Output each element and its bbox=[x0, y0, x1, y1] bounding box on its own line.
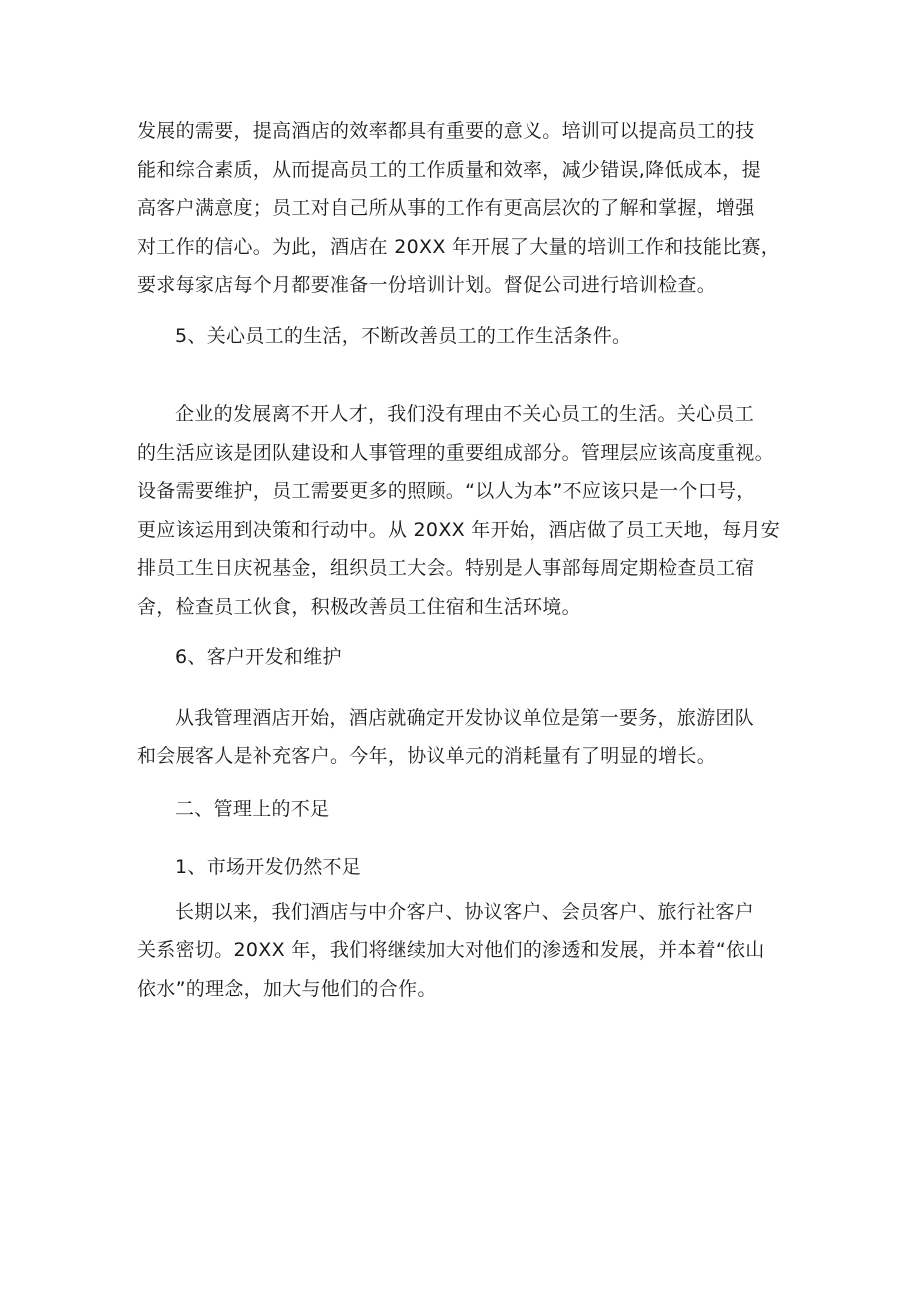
paragraph-line: 依水”的理念，加大与他们的合作。 bbox=[137, 977, 437, 1000]
paragraph-line: 关系密切。20XX 年，我们将继续加大对他们的渗透和发展，并本着“依山 bbox=[137, 939, 765, 961]
paragraph-line: 能和综合素质，从而提高员工的工作质量和效率，减少错误,降低成本，提 bbox=[137, 158, 761, 181]
paragraph-line: 和会展客人是补充客户。今年，协议单元的消耗量有了明显的增长。 bbox=[137, 745, 717, 767]
paragraph-line: 发展的需要，提高酒店的效率都具有重要的意义。培训可以提高员工的技 bbox=[137, 120, 755, 142]
paragraph-line: 企业的发展离不开人才，我们没有理由不关心员工的生活。关心员工 bbox=[175, 403, 755, 425]
paragraph-line: 长期以来，我们酒店与中介客户、协议客户、会员客户、旅行社客户 bbox=[175, 900, 755, 923]
section-heading-6: 6、客户开发和维护 bbox=[175, 646, 342, 668]
paragraph-line: 要求每家店每个月都要准备一份培训计划。督促公司进行培训检查。 bbox=[137, 274, 717, 296]
paragraph-line: 对工作的信心。为此，酒店在 20XX 年开展了大量的培训工作和技能比赛， bbox=[137, 235, 781, 258]
paragraph-line: 高客户满意度；员工对自己所从事的工作有更高层次的了解和掌握，增强 bbox=[137, 197, 755, 219]
paragraph-line: 舍，检查员工伙食，积极改善员工住宿和生活环境。 bbox=[137, 595, 581, 618]
paragraph-line: 设备需要维护，员工需要更多的照顾。“以人为本”不应该只是一个口号， bbox=[137, 480, 756, 502]
paragraph-line: 更应该运用到决策和行动中。从 20XX 年开始，酒店做了员工天地，每月安 bbox=[137, 518, 781, 541]
document-body bbox=[137, 112, 792, 1008]
paragraph-line: 的生活应该是团队建设和人事管理的重要组成部分。管理层应该高度重视。 bbox=[137, 441, 774, 464]
subsection-heading-1: 1、市场开发仍然不足 bbox=[175, 856, 362, 878]
paragraph-line: 从我管理酒店开始，酒店就确定开发协议单位是第一要务，旅游团队 bbox=[175, 706, 755, 729]
paragraph-line: 排员工生日庆祝基金，组织员工大会。特别是人事部每周定期检查员工宿 bbox=[137, 557, 755, 579]
section-heading-2: 二、管理上的不足 bbox=[175, 797, 330, 820]
section-heading-5: 5、关心员工的生活，不断改善员工的工作生活条件。 bbox=[175, 324, 632, 347]
